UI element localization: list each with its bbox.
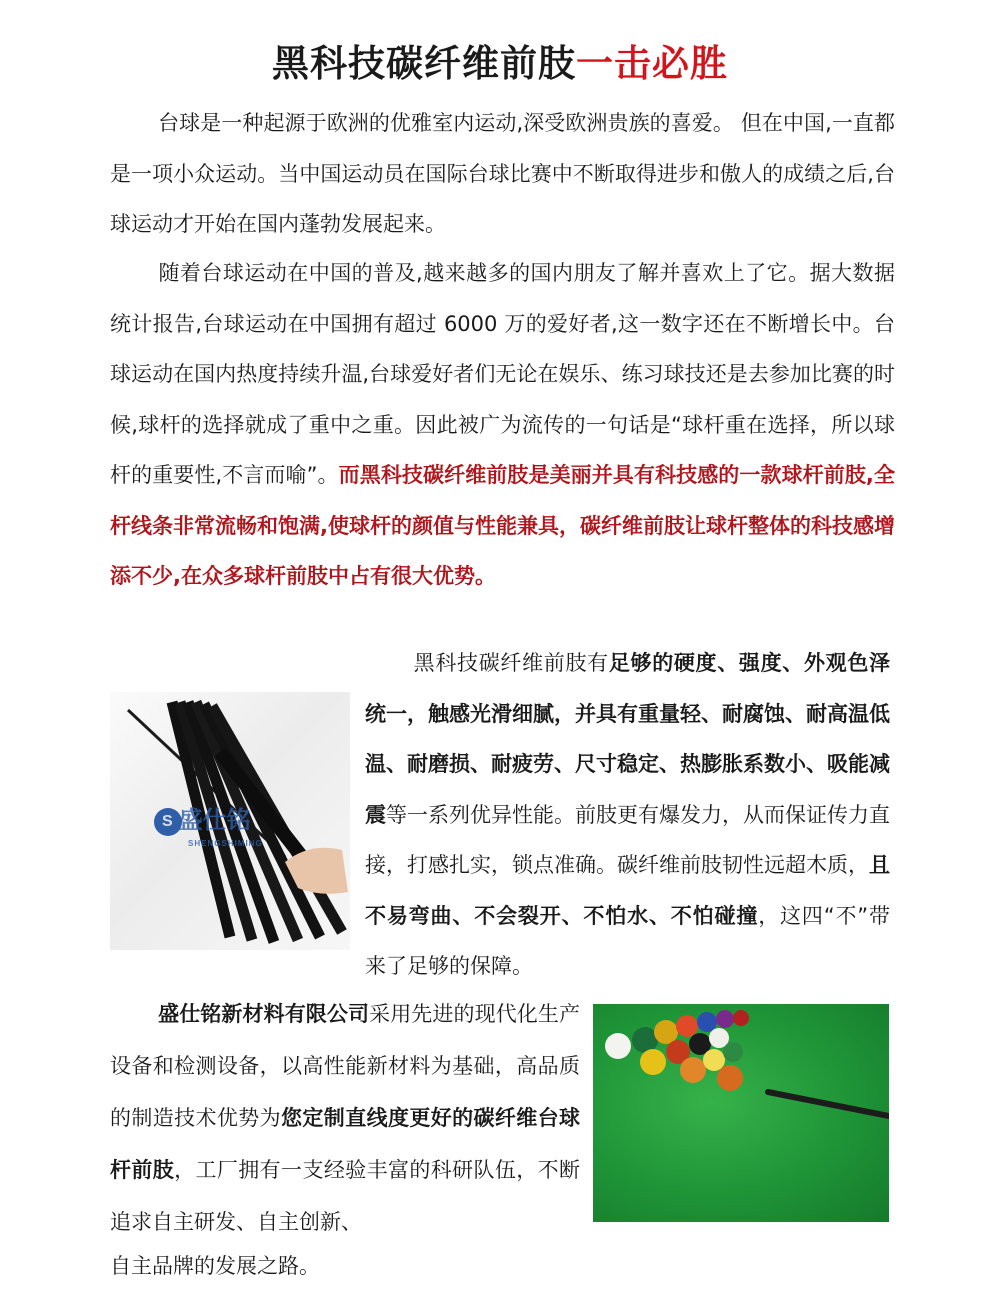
features-end: ，这四“不”带来了足够的保障。 — [365, 903, 891, 978]
watermark-text: 盛仕铭 — [178, 807, 251, 834]
watermark-letter: S — [162, 813, 173, 830]
carbon-cue-photo — [110, 692, 350, 950]
intro-paragraph — [110, 98, 895, 250]
popularity-highlight: 而黑科技碳纤维前肢是美丽并具有科技感的一款球杆前肢,全杆线条非常流畅和饱满,使球杆的颜值与性能兼具，碳纤维前肢让球杆整体的科技感增添不少,在众多球杆前肢中占有很大优势。 — [110, 463, 895, 588]
company-paragraph — [110, 988, 580, 1248]
page-title — [0, 36, 1000, 92]
company-text-2: ，工厂拥有一支经验丰富的科研队伍，不断追求自主研发、自主创新、 — [110, 1158, 581, 1234]
watermark-subtext: SHENGSHIMING — [188, 839, 263, 848]
company-text-1: 采用先进的现代化生产设备和检测设备，以高性能新材料为基础，高品质的制造技术优势为 — [110, 1002, 581, 1130]
title-highlight: 一击必胜 — [576, 42, 728, 85]
features-middle: 等一系列优异性能。前肢更有爆发力，从而保证传力直接，打感扎实，锁点准确。碳纤维前肢韧性远超木质， — [365, 802, 890, 877]
features-intro: 黑科技碳纤维前肢有 — [413, 651, 609, 675]
billiards-table-photo — [593, 1004, 889, 1222]
company-name: 盛仕铭新材料有限公司 — [158, 1002, 370, 1026]
title-main: 黑科技碳纤维前肢 — [272, 42, 576, 85]
popularity-paragraph — [110, 248, 895, 602]
watermark — [156, 806, 263, 849]
company-bold: 您定制直线度更好的碳纤维台球杆前肢 — [110, 1106, 580, 1182]
company-last-line: 自主品牌的发展之路。 — [110, 1254, 320, 1278]
features-bold-2: 且不易弯曲、不会裂开、不怕水、不怕碰撞 — [365, 853, 890, 928]
features-paragraph — [365, 638, 890, 992]
features-bold-1: 足够的硬度、强度、外观色泽统一，触感光滑细腻，并具有重量轻、耐腐蚀、耐高温低温、耐磨损、耐疲劳、尺寸稳定、热膨胀系数小、吸能减震 — [365, 651, 891, 827]
intro-text: 台球是一种起源于欧洲的优雅室内运动,深受欧洲贵族的喜爱。 但在中国,一直都是一项小众运动。当中国运动员在国际台球比赛中不断取得进步和傲人的成绩之后,台球运动才开始在国内蓬勃发展起来。 — [110, 111, 895, 236]
popularity-text: 随着台球运动在中国的普及,越来越多的国内朋友了解并喜欢上了它。据大数据统计报告,台球运动在中国拥有超过 6000 万的爱好者,这一数字还在不断增长中。台球运动在国内热度持续升温,台球爱好者们无论在娱乐、练习球技还是去参加比赛的时候,球杆的选择就成了重中之重。因此被广为流传的一句话是“球杆重在选择，所以球杆的重要性,不言而喻”。 — [110, 261, 895, 487]
